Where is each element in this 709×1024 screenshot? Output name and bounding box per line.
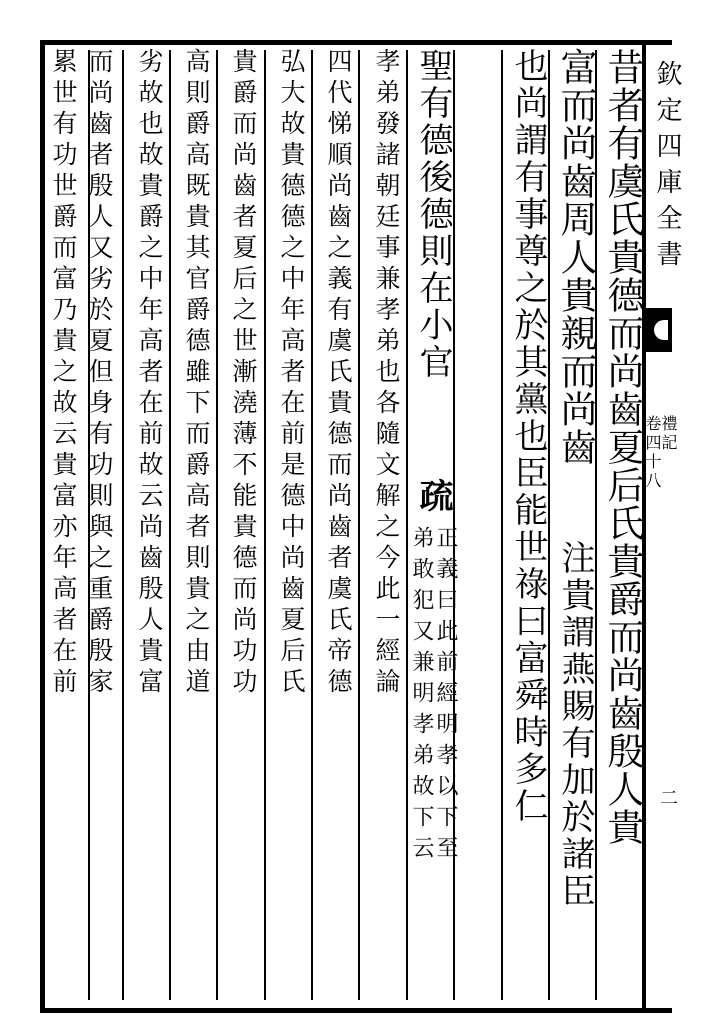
subcommentary-left: 弟敢犯又兼明孝弟故下云 xyxy=(409,526,434,867)
subcommentary-column: 累世有功世爵而富乃貴之故云貴富亦年高者在前 xyxy=(49,48,78,699)
subcommentary-column: 貴爵而尚齒者夏后之世漸澆薄不能貴德而尚功功 xyxy=(229,48,258,699)
frame-bottom-border xyxy=(40,1008,672,1013)
page-number: 二 xyxy=(660,788,678,809)
commentary-column: 也尚謂有事尊之於其黨也臣能世祿曰富舜時多仁 xyxy=(508,48,548,825)
subcommentary-column: 孝弟發諸朝廷事兼孝弟也各隨文解之今此一經論 xyxy=(372,48,401,699)
subcommentary-column: 高則爵高既貴其官爵德雖下而爵高者則貴之由道 xyxy=(182,48,211,699)
column-rule xyxy=(501,50,503,1000)
subcommentary-column: 劣故也故貴爵之中年高者在前故云尚齒殷人貴富 xyxy=(135,48,164,699)
commentary-column: 注貴謂燕賜有加於諸臣 xyxy=(555,540,595,910)
main-text-column: 富而尚齒周人貴親而尚齒 xyxy=(554,48,597,466)
subcommentary-column: 四代悌順尚齒之義有虞氏貴德而尚齒者虞氏帝德 xyxy=(324,48,353,699)
fish-tail-notch xyxy=(654,320,668,340)
column-rule xyxy=(122,50,124,1000)
volume-title: 禮記 xyxy=(659,415,678,453)
subcommentary-column: 弘大故貴德德之中年高者在前是德中尚齒夏后氏 xyxy=(277,48,306,699)
subcommentary-column: 而尚齒者殷人又劣於夏但身有功則與之重爵殷家 xyxy=(85,48,114,699)
volume-number: 卷四十八 xyxy=(643,415,662,491)
subcommentary-right: 正義曰此前經明孝以下至 xyxy=(433,526,458,867)
commentary-double-column xyxy=(410,48,456,998)
commentary-lead: 聖有德後德則在小官 xyxy=(413,48,453,381)
main-text-column: 昔者有虞氏貴德而尚齒夏后氏貴爵而尚齒殷人貴 xyxy=(601,48,644,846)
book-title: 欽定四庫全書 xyxy=(652,60,682,276)
shu-label: 疏 xyxy=(413,478,453,515)
frame-top-border xyxy=(40,40,672,45)
